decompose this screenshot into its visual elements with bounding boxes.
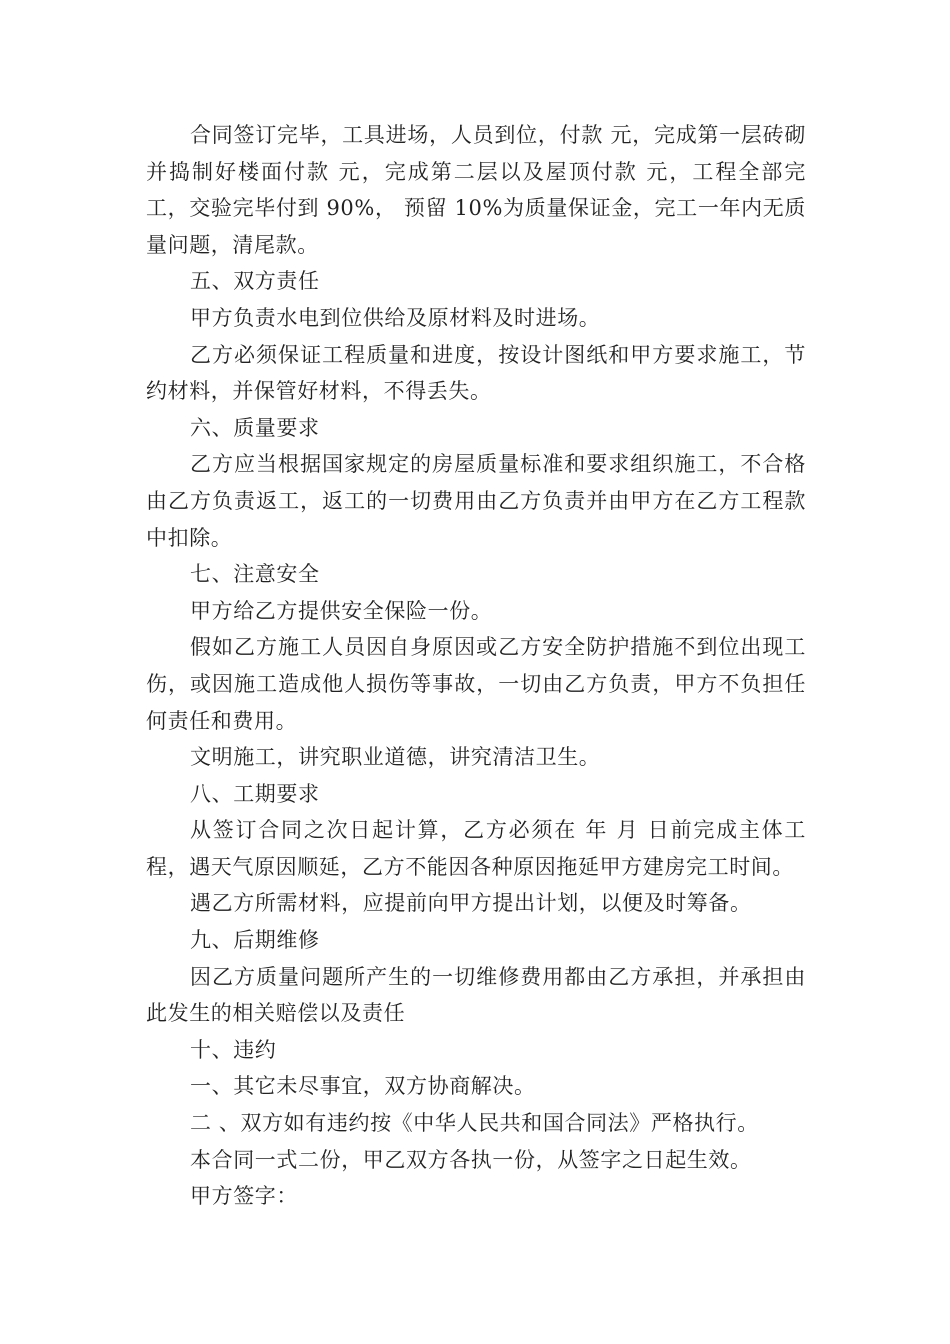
party-a-signature-label: 甲方签字： [190, 1184, 298, 1209]
section-heading-quality: 六、质量要求 [190, 415, 320, 440]
civilized-construction-paragraph: 文明施工，讲究职业道德，讲究清洁卫生。 [190, 745, 601, 770]
maintenance-paragraph: 因乙方质量问题所产生的一切维修费用都由乙方承担，并承担由此发生的相关赔偿以及责任 [146, 964, 806, 1026]
party-a-responsibility-paragraph: 甲方负责水电到位供给及原材料及时进场。 [190, 305, 601, 330]
quality-requirements-paragraph: 乙方应当根据国家规定的房屋质量标准和要求组织施工，不合格由乙方负责返工，返工的一切费用由乙方负责并由甲方在乙方工程款中扣除。 [146, 452, 806, 550]
section-heading-breach: 十、违约 [190, 1037, 277, 1062]
breach-clause-2: 二 、双方如有违约按《中华人民共和国合同法》严格执行。 [190, 1111, 759, 1136]
schedule-paragraph: 从签订合同之次日起计算，乙方必须在 年 月 日前完成主体工程，遇天气原因顺延，乙方不能因各种原因拖延甲方建房完工时间。 [146, 818, 806, 879]
payment-terms-paragraph: 合同签订完毕，工具进场，人员到位，付款 元，完成第一层砖砌并捣制好楼面付款 元，完成第二层以及屋顶付款 元，工程全部完工，交验完毕付到 90%， 预留 10%为质量保证金，完工一年内无质量问题，清尾款。 [146, 123, 806, 257]
injury-liability-paragraph: 假如乙方施工人员因自身原因或乙方安全防护措施不到位出现工伤，或因施工造成他人损伤等事故，一切由乙方负责，甲方不负担任何责任和费用。 [146, 635, 806, 733]
copies-paragraph: 本合同一式二份，甲乙双方各执一份，从签字之日起生效。 [190, 1147, 752, 1172]
section-heading-safety: 七、注意安全 [190, 562, 320, 587]
section-heading-maintenance: 九、后期维修 [190, 928, 320, 953]
breach-clause-1: 一、其它未尽事宜，双方协商解决。 [190, 1074, 536, 1099]
section-heading-schedule: 八、工期要求 [190, 781, 320, 806]
materials-plan-paragraph: 遇乙方所需材料，应提前向甲方提出计划，以便及时筹备。 [190, 891, 752, 916]
section-heading-responsibilities: 五、双方责任 [190, 269, 320, 294]
document-body [146, 117, 806, 1215]
safety-insurance-paragraph: 甲方给乙方提供安全保险一份。 [190, 598, 493, 623]
party-b-responsibility-paragraph: 乙方必须保证工程质量和进度，按设计图纸和甲方要求施工，节约材料，并保管好材料，不得丢失。 [146, 342, 806, 404]
